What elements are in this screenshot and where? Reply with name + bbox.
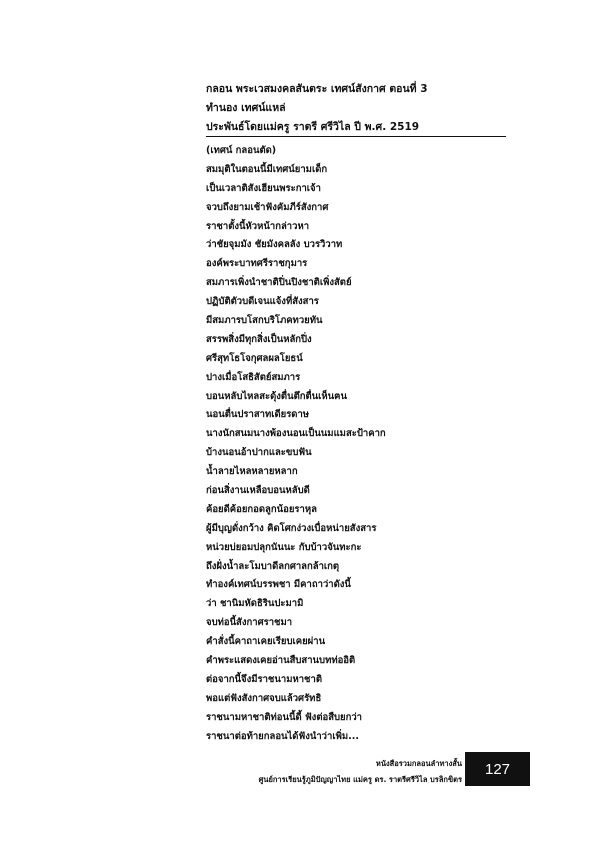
poem-line: ปางเมื่อโสธิสัตย์สมภาร	[206, 371, 301, 383]
poem-title: กลอน พระเวสมงคลสันตระ เทศน์สังกาศ ตอนที่ 3	[206, 83, 428, 95]
footer-center-name: ศูนย์การเรียนรู้ภูมิปัญญาไทย แม่ครู ดร. ราตรีศรีวิไล บรลิกขิตร	[258, 775, 462, 784]
poem-line: คำสั่งนี้คาถาเคยเรียบเคยผ่าน	[206, 636, 326, 648]
poem-line: คำพระแสดงเคยอ่านสืบสานบทท่ออิติ	[206, 655, 356, 667]
poem-line: สมภารเพิ่งนำชาติปิ่นปิงชาติเพิ่งสัตย์	[206, 277, 352, 289]
poem-line: ว่าชัยจุมมัง ชัยมังคลลัง บวรวิวาท	[206, 239, 343, 251]
poem-melody: ทำนอง เทศน์แหล่	[206, 102, 286, 114]
poem-line: สรรพสิ่งมีทุกสิ่งเป็นหลักปิ่ง	[206, 333, 312, 345]
poem-line: บ้างนอนอ้าปากและขบฟัน	[206, 447, 312, 459]
page-number: 127	[484, 760, 511, 778]
poem-author-line: ประพันธ์โดยแม่ครู ราตรี ศรีวิไล ปี พ.ศ. 2519	[206, 118, 506, 137]
poem-line: ถึงฝั่งน้ำละโมบาดีลกศาลกล้าเกตุ	[206, 560, 340, 572]
poem-line: สมมุติในตอนนี้มีเทศน์ยามเด็ก	[206, 163, 328, 175]
poem-line: จวบถึงยามเช้าฟังคัมภีร์สังกาศ	[206, 201, 329, 213]
poem-line: ว่า ชานิมหัดธิรินปะมามิ	[206, 598, 304, 610]
poem-line: ราชนาต่อท้ายกลอนได้ฟังนำว่าเพิ่ม...	[206, 730, 359, 742]
page-number-box	[465, 752, 530, 786]
poem-line: นางนักสนมนางพ้องนอนเป็นนมแมสะป้าคาก	[206, 428, 386, 440]
poem-line: ราชาตั้งนี้หัวหน้ากล่าวหา	[206, 220, 310, 232]
poem-line: จบท่อนี้สังกาศราชมา	[206, 617, 293, 629]
poem-line: มีสมภารบโสกบริโภคทวยทัน	[206, 315, 323, 327]
page-footer	[250, 756, 462, 788]
poem-line: น้ำลายไหลหลายหลาก	[206, 466, 298, 478]
poem-line: นอนตื่นปราสาทเดียรดาษ	[206, 409, 310, 421]
poem-line: (เทศน์ กลอนตัด)	[206, 145, 277, 156]
poem-line: บอนหลับไหลสะดุ้งตื่นตึกตื่นเห็นฅน	[206, 390, 348, 402]
poem-header	[206, 80, 506, 139]
poem-line: องค์พระบาทศรีราชกุมาร	[206, 258, 308, 270]
poem-line: ผู้มีบุญดั่งกว้าง คิดโศกง่วงเบื่อหน่ายสังสาร	[206, 522, 377, 534]
footer-book-title: หนังสือรวมกลอนลำทางสั้น	[375, 759, 462, 768]
poem-line: ทำองค์เทศน์บรรพชา มีคาถาว่าดังนี้	[206, 579, 351, 591]
poem-line: ราชนามหาชาติท่อนนี้ดี้ ฟังต่อสืบยกว่า	[206, 711, 363, 723]
poem-line: ปฏิบัติตัวบดีเจนแจ้งที่สังสาร	[206, 296, 319, 308]
poem-body	[206, 142, 506, 747]
poem-line: ค้อยดีค้อยกอดลูกน้อยราหุล	[206, 503, 317, 515]
poem-line: ศรีสุทโธโจกุศลผลโยธน์	[206, 352, 303, 364]
poem-line: หน่วยบ่ยอมปลุกนันนะ กับบ้าวจันทะกะ	[206, 541, 362, 553]
poem-line: ก่อนสิ่งานเหลือบอนหลับดี	[206, 485, 310, 497]
poem-line: ต่อจากนี้จึงมีราชนามหาชาติ	[206, 673, 323, 685]
poem-line: เป็นเวลาติสังเฮียนพระกาเจ้า	[206, 182, 321, 194]
poem-line: พอแต่ฟังสังกาศจบแล้วศรัทธิ	[206, 692, 322, 704]
